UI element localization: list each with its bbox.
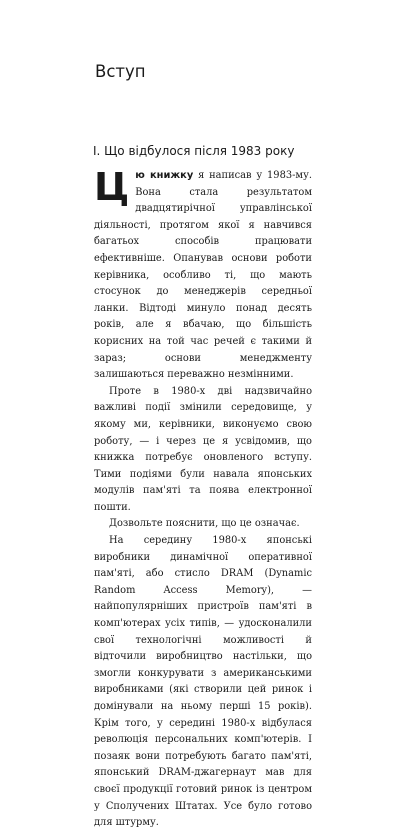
paragraph: Дозвольте пояснити, що це означає.	[109, 518, 300, 530]
section-heading: I. Що відбулося після 1983 року	[93, 144, 295, 158]
paragraph: Проте в 1980-х дві надзвичайно важливі події змінили середовище, у якому ми, керівники, виконуємо свою роботу, — і через це я усвідомив, що книжка потребує оновленого вступу. Тими подіями були навала японських модулів пам'яті та поява електронної пошти.	[94, 385, 312, 513]
drop-cap: Ц	[94, 165, 130, 209]
body-text	[94, 165, 312, 832]
paragraph-text: я написав у 1983-му. Вона стала результатом двадцятирічної управлінської діяльності, протягом якої я навчився багатьох способів працювати ефективніше. Опанував основи роботи керівника, особливо ті, що мають стосунок до менеджерів середньої ланки. Відтоді минуло понад десять років, але я вбачаю, що більшість корисних на той час речей є такими й зараз; основи менеджменту залишаються переважно незмінними.	[94, 170, 312, 381]
paragraph	[94, 165, 312, 384]
paragraph: На середину 1980-х японські виробники динамічної оперативної пам'яті, або стисло DRAM (Dynamic Random Access Memory), — найпопулярніших пристроїв пам'яті в комп'ютерах усіх типів, — удосконалили свої технологічні можливості й відточили виробництво настільки, що змогли конкурувати з американськими виробниками (які створили цей ринок і домінували на ньому перші 15 років). Крім того, у середині 1980-х відбулася революція персональних комп'ютерів. І позаяк вони потребують багато пам'яті, японський DRAM-джагернаут мав для своєї продукції готовий ринок із центром у Сполучених Штатах. Усе було готово для штурму.	[94, 535, 312, 829]
chapter-title: Вступ	[95, 62, 146, 81]
lead-words: ю книжку	[135, 170, 194, 181]
